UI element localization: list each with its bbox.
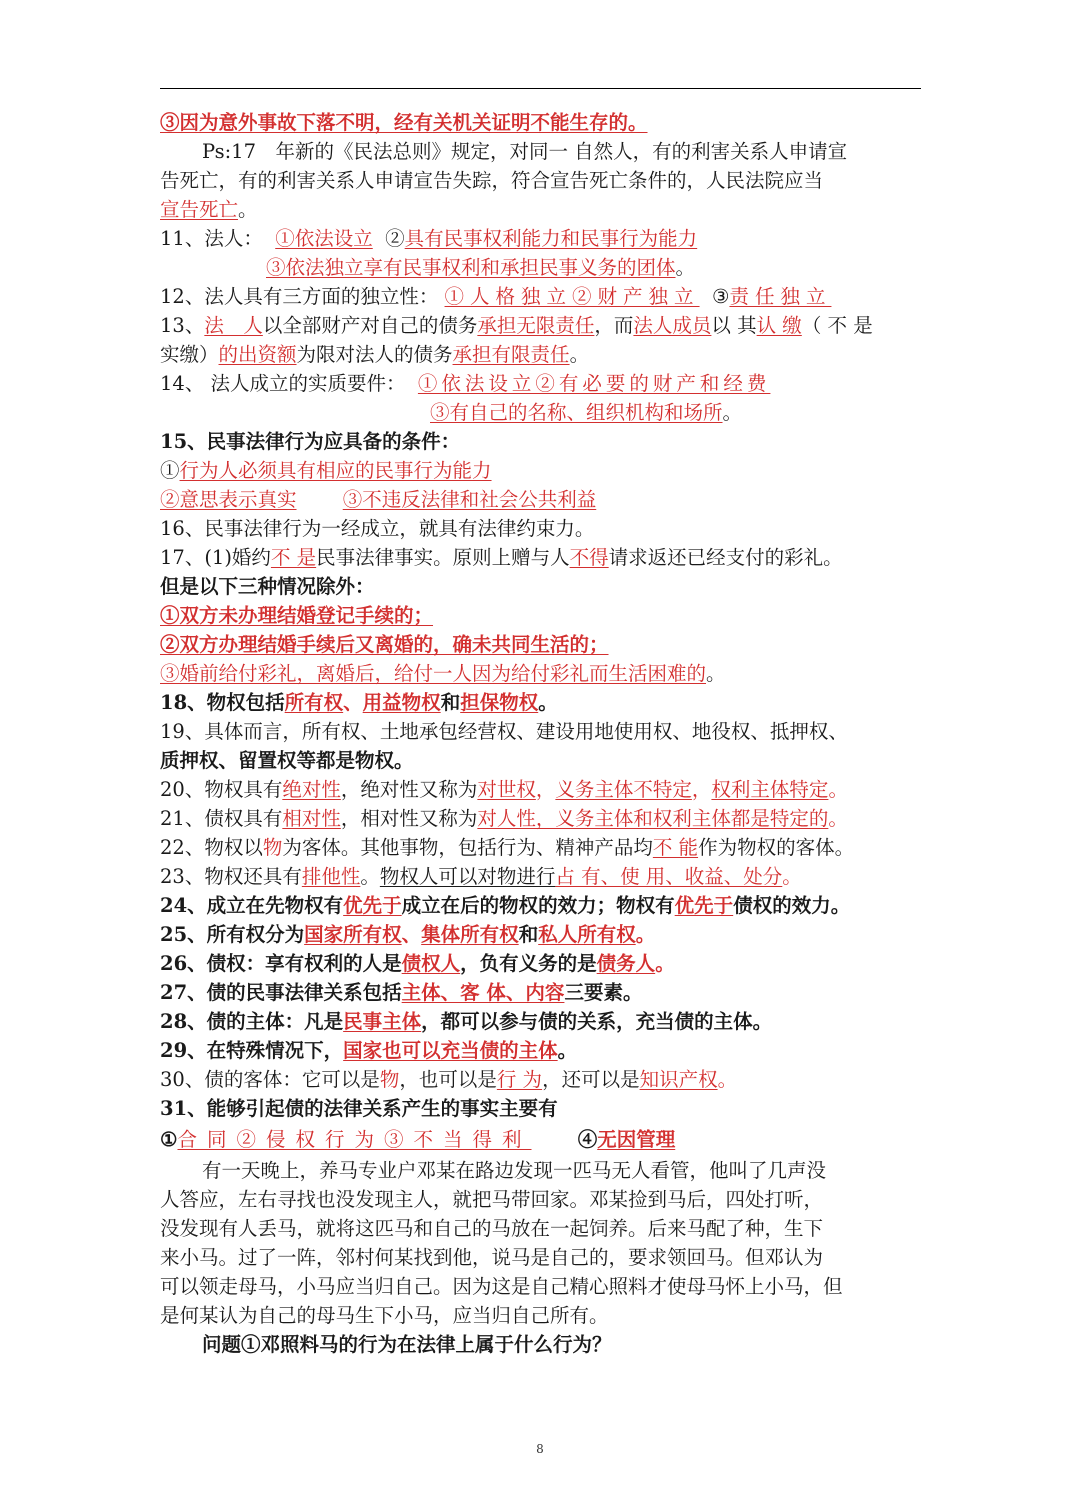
item-31-list xyxy=(160,1123,921,1156)
text: 19、具体而言，所有权、土地承包经营权、建设用地使用权、地役权、抵押权、 xyxy=(160,720,848,743)
item-17-3 xyxy=(160,659,921,688)
red-text: 。 xyxy=(828,807,848,830)
red-text: 不 是 xyxy=(270,546,317,569)
header-rule xyxy=(160,88,921,89)
text: 29、在特殊情况下， xyxy=(160,1039,344,1062)
heading-text: 15、民事法律行为应具备的条件： xyxy=(160,430,461,453)
red-text: 用益物权 xyxy=(362,691,441,714)
red-text: 权利主体特定 xyxy=(711,778,829,801)
red-text: ③不违反法律和社会公共利益 xyxy=(342,488,597,511)
red-text: ①依法设立 xyxy=(275,227,373,250)
text: 26、债权：享有权利的人是 xyxy=(160,952,402,975)
text: 质押权、留置权等都是物权。 xyxy=(160,749,414,772)
document-page xyxy=(160,108,921,1359)
item-15-a xyxy=(160,456,921,485)
text: 民事法律事实。原则上赠与人 xyxy=(316,546,570,569)
text: ③ xyxy=(711,285,730,308)
item-30 xyxy=(160,1065,921,1094)
case-line-6 xyxy=(160,1301,921,1330)
red-text: 相对性 xyxy=(282,807,341,830)
item-12 xyxy=(160,282,921,311)
red-text: 优先于 xyxy=(674,894,734,917)
item-31 xyxy=(160,1094,921,1123)
text: ，而 xyxy=(594,314,634,337)
red-text: 担保物权 xyxy=(460,691,539,714)
item-19-cont xyxy=(160,746,921,775)
red-text: 排他性 xyxy=(301,865,361,888)
red-text: 。 xyxy=(655,952,675,975)
text: 三要素。 xyxy=(564,981,643,1004)
red-text: 、 xyxy=(401,923,422,946)
red-text: 认 缴 xyxy=(756,314,802,337)
item-22 xyxy=(160,833,921,862)
item-11 xyxy=(160,224,921,253)
page-number: 8 xyxy=(536,1442,544,1456)
text: 和 xyxy=(518,923,539,946)
text: 实缴） xyxy=(160,343,219,366)
text: 16、民事法律行为一经成立，就具有法律约束力。 xyxy=(160,517,595,540)
text: 请求返还已经支付的彩礼。 xyxy=(608,546,843,569)
text: ② xyxy=(385,227,405,250)
question-text: 问题①邓照料马的行为在法律上属于什么行为？ xyxy=(202,1333,612,1356)
red-text: 行为人必须具有相应的民事行为能力 xyxy=(179,459,492,482)
text: 14、 法人成立的实质要件： xyxy=(160,372,406,395)
item-17 xyxy=(160,543,921,572)
text: 债权的效力。 xyxy=(733,894,851,917)
red-text: 、 xyxy=(343,691,363,714)
red-text: 国家所有权 xyxy=(304,923,402,946)
text: 11、法人： xyxy=(160,227,263,250)
item-17-2 xyxy=(160,630,921,659)
item-15 xyxy=(160,427,921,456)
red-text: 行 为 xyxy=(496,1068,543,1091)
red-text: 合同②侵权行为③不当得利 xyxy=(177,1128,532,1151)
case-text: 来小马。过了一阵，邻村何某找到他，说马是自己的，要求领回马。但邓认为 xyxy=(160,1246,824,1269)
case-text: 可以领走母马，小马应当归自己。因为这是自己精心照料才使母马怀上小马，但 xyxy=(160,1275,843,1298)
item-23 xyxy=(160,862,921,891)
red-text: 绝对性 xyxy=(282,778,341,801)
item-14-cont xyxy=(160,398,921,427)
red-text: ③有自己的名称、组织机构和场所 xyxy=(430,401,723,424)
case-text: 人答应，左右寻找也没发现主人，就把马带回家。邓某捡到马后，四处打听， xyxy=(160,1188,824,1211)
case-text: 没发现有人丢马，就将这匹马和自己的马放在一起饲养。后来马配了种，生下 xyxy=(160,1217,824,1240)
red-text: 占 有、使 用、收益、处分 xyxy=(555,865,783,888)
red-text: 对人性，义务主体和权利主体都是特定的 xyxy=(477,807,829,830)
case-text: 有一天晚上，养马专业户邓某在路边发现一匹马无人看管，他叫了几声没 xyxy=(202,1159,827,1182)
red-text: 法人成员 xyxy=(633,314,712,337)
text: ① xyxy=(160,1128,178,1151)
red-text: 不 能 xyxy=(652,836,699,859)
red-text: 具有民事权利能力和民事行为能力 xyxy=(404,227,698,250)
text: 25、所有权分为 xyxy=(160,923,305,946)
text: 12、法人具有三方面的独立性： xyxy=(160,285,439,308)
item-25 xyxy=(160,920,921,949)
red-text: 承担有限责任 xyxy=(452,343,570,366)
red-text: 主体、客 体、内容 xyxy=(401,981,565,1004)
item-16 xyxy=(160,514,921,543)
ps-line-2 xyxy=(160,166,921,195)
text: ，都可以参与债的关系，充当债的主体。 xyxy=(421,1010,773,1033)
red-text: ②意思表示真实 xyxy=(160,488,297,511)
ps-line-3 xyxy=(160,195,921,224)
text: 22、物权以 xyxy=(160,836,263,859)
heading-text: 31、能够引起债的法律关系产生的事实主要有 xyxy=(160,1097,558,1120)
ps-text: 告死亡，有的利害关系人申请宣告失踪，符合宣告死亡条件的，人民法院应当 xyxy=(160,169,824,192)
item-19 xyxy=(160,717,921,746)
red-text: 集体所有权 xyxy=(421,923,519,946)
text: ，相对性又称为 xyxy=(340,807,478,830)
red-text: ③因为意外事故下落不明，经有关机关证明不能生存的。 xyxy=(160,111,648,134)
text: ，负有义务的是 xyxy=(460,952,597,975)
red-text: 知识产权 xyxy=(639,1068,718,1091)
red-text: 对世权 xyxy=(477,778,536,801)
item-29 xyxy=(160,1036,921,1065)
item-11-cont xyxy=(160,253,921,282)
red-text: 的出资额 xyxy=(218,343,297,366)
red-text: ②双方办理结婚手续后又离婚的，确未共同生活的； xyxy=(160,633,609,656)
text: 为限对法人的债务 xyxy=(296,343,453,366)
red-text: ， xyxy=(535,778,556,801)
text: 24、成立在先物权有 xyxy=(160,894,344,917)
text: 。 xyxy=(238,198,258,221)
red-text: 责任独立 xyxy=(729,285,832,308)
text: 。 xyxy=(706,662,726,685)
red-text: 不得 xyxy=(569,546,609,569)
text: 。 xyxy=(557,1039,578,1062)
text: 27、债的民事法律关系包括 xyxy=(160,981,402,1004)
item-21 xyxy=(160,804,921,833)
red-text: 。 xyxy=(782,865,802,888)
red-text: 债务人 xyxy=(596,952,656,975)
ps-text: Ps:17 年新的《民法总则》规定，对同一 自然人，有的利害关系人申请宣 xyxy=(202,140,848,163)
text: 物权人可以对物进行 xyxy=(379,865,556,888)
item-28 xyxy=(160,1007,921,1036)
item-17-1 xyxy=(160,601,921,630)
text: ，还可以是 xyxy=(542,1068,640,1091)
text: ④ xyxy=(577,1128,598,1151)
text: 。 xyxy=(569,343,590,366)
red-text: ③依法独立享有民事权利和承担民事义务的团体 xyxy=(266,256,676,279)
red-text: 民事主体 xyxy=(343,1010,422,1033)
ps-line-1 xyxy=(160,137,921,166)
item-15-b xyxy=(160,485,921,514)
item-26 xyxy=(160,949,921,978)
text: 。 xyxy=(538,691,558,714)
red-text: ③婚前给付彩礼，离婚后，给付一人因为给付彩礼而生活困难的 xyxy=(160,662,707,685)
item-14 xyxy=(160,369,921,398)
item-13 xyxy=(160,311,921,340)
red-text: 。 xyxy=(828,778,848,801)
red-text: ， xyxy=(691,778,712,801)
red-text: 私人所有权 xyxy=(538,923,636,946)
case-line-5 xyxy=(160,1272,921,1301)
red-text: 法 人 xyxy=(204,314,263,337)
text: 30、债的客体：它可以是 xyxy=(160,1068,380,1091)
text: 13、 xyxy=(160,314,205,337)
question-1 xyxy=(160,1330,921,1359)
text: 。 xyxy=(722,401,743,424)
red-text: ①双方未办理结婚登记手续的； xyxy=(160,604,434,627)
text: 23、物权还具有 xyxy=(160,865,302,888)
line-1 xyxy=(160,108,921,137)
text: 为客体。其他事物，包括行为、精神产品均 xyxy=(282,836,653,859)
text: 以 其 xyxy=(711,314,757,337)
red-text: 物 xyxy=(262,836,283,859)
text: ，绝对性又称为 xyxy=(340,778,478,801)
red-text: 。 xyxy=(635,923,656,946)
red-text: 无因管理 xyxy=(597,1128,676,1151)
text: 以全部财产对自己的债务 xyxy=(262,314,478,337)
item-13-cont xyxy=(160,340,921,369)
text: 和 xyxy=(440,691,461,714)
red-text: 义务主体不特定 xyxy=(555,778,692,801)
red-text: 国家也可以充当债的主体 xyxy=(343,1039,558,1062)
text: 18、物权包括 xyxy=(160,691,285,714)
text: 17、(1)婚约 xyxy=(160,546,271,569)
red-text: ①依法设立②有必要的财产和经费 xyxy=(417,372,771,395)
text: ① xyxy=(160,459,180,482)
text: 。 xyxy=(675,256,696,279)
text: 28、债的主体：凡是 xyxy=(160,1010,344,1033)
text: 成立在后的物权的效力；物权有 xyxy=(401,894,675,917)
red-text: 物 xyxy=(379,1068,400,1091)
red-text: 所有权 xyxy=(284,691,344,714)
text: 21、债权具有 xyxy=(160,807,283,830)
item-24 xyxy=(160,891,921,920)
item-20 xyxy=(160,775,921,804)
red-text: 。 xyxy=(717,1068,738,1091)
red-text: 债权人 xyxy=(401,952,461,975)
red-text: ①人格独立②财产独立 xyxy=(444,285,700,308)
text: 20、物权具有 xyxy=(160,778,283,801)
text: （ 不 是 xyxy=(801,314,873,337)
case-line-4 xyxy=(160,1243,921,1272)
text: 。 xyxy=(360,865,380,888)
red-text: 宣告死亡 xyxy=(160,198,239,221)
item-27 xyxy=(160,978,921,1007)
red-text: 优先于 xyxy=(343,894,402,917)
red-text: 承担无限责任 xyxy=(477,314,595,337)
case-text: 是何某认为自己的母马生下小马，应当归自己所有。 xyxy=(160,1304,609,1327)
case-line-2 xyxy=(160,1185,921,1214)
text: ，也可以是 xyxy=(399,1068,497,1091)
item-18 xyxy=(160,688,921,717)
text: 作为物权的客体。 xyxy=(698,836,855,859)
case-line-3 xyxy=(160,1214,921,1243)
item-17-except xyxy=(160,572,921,601)
case-line-1 xyxy=(160,1156,921,1185)
heading-text: 但是以下三种情况除外： xyxy=(160,575,375,598)
